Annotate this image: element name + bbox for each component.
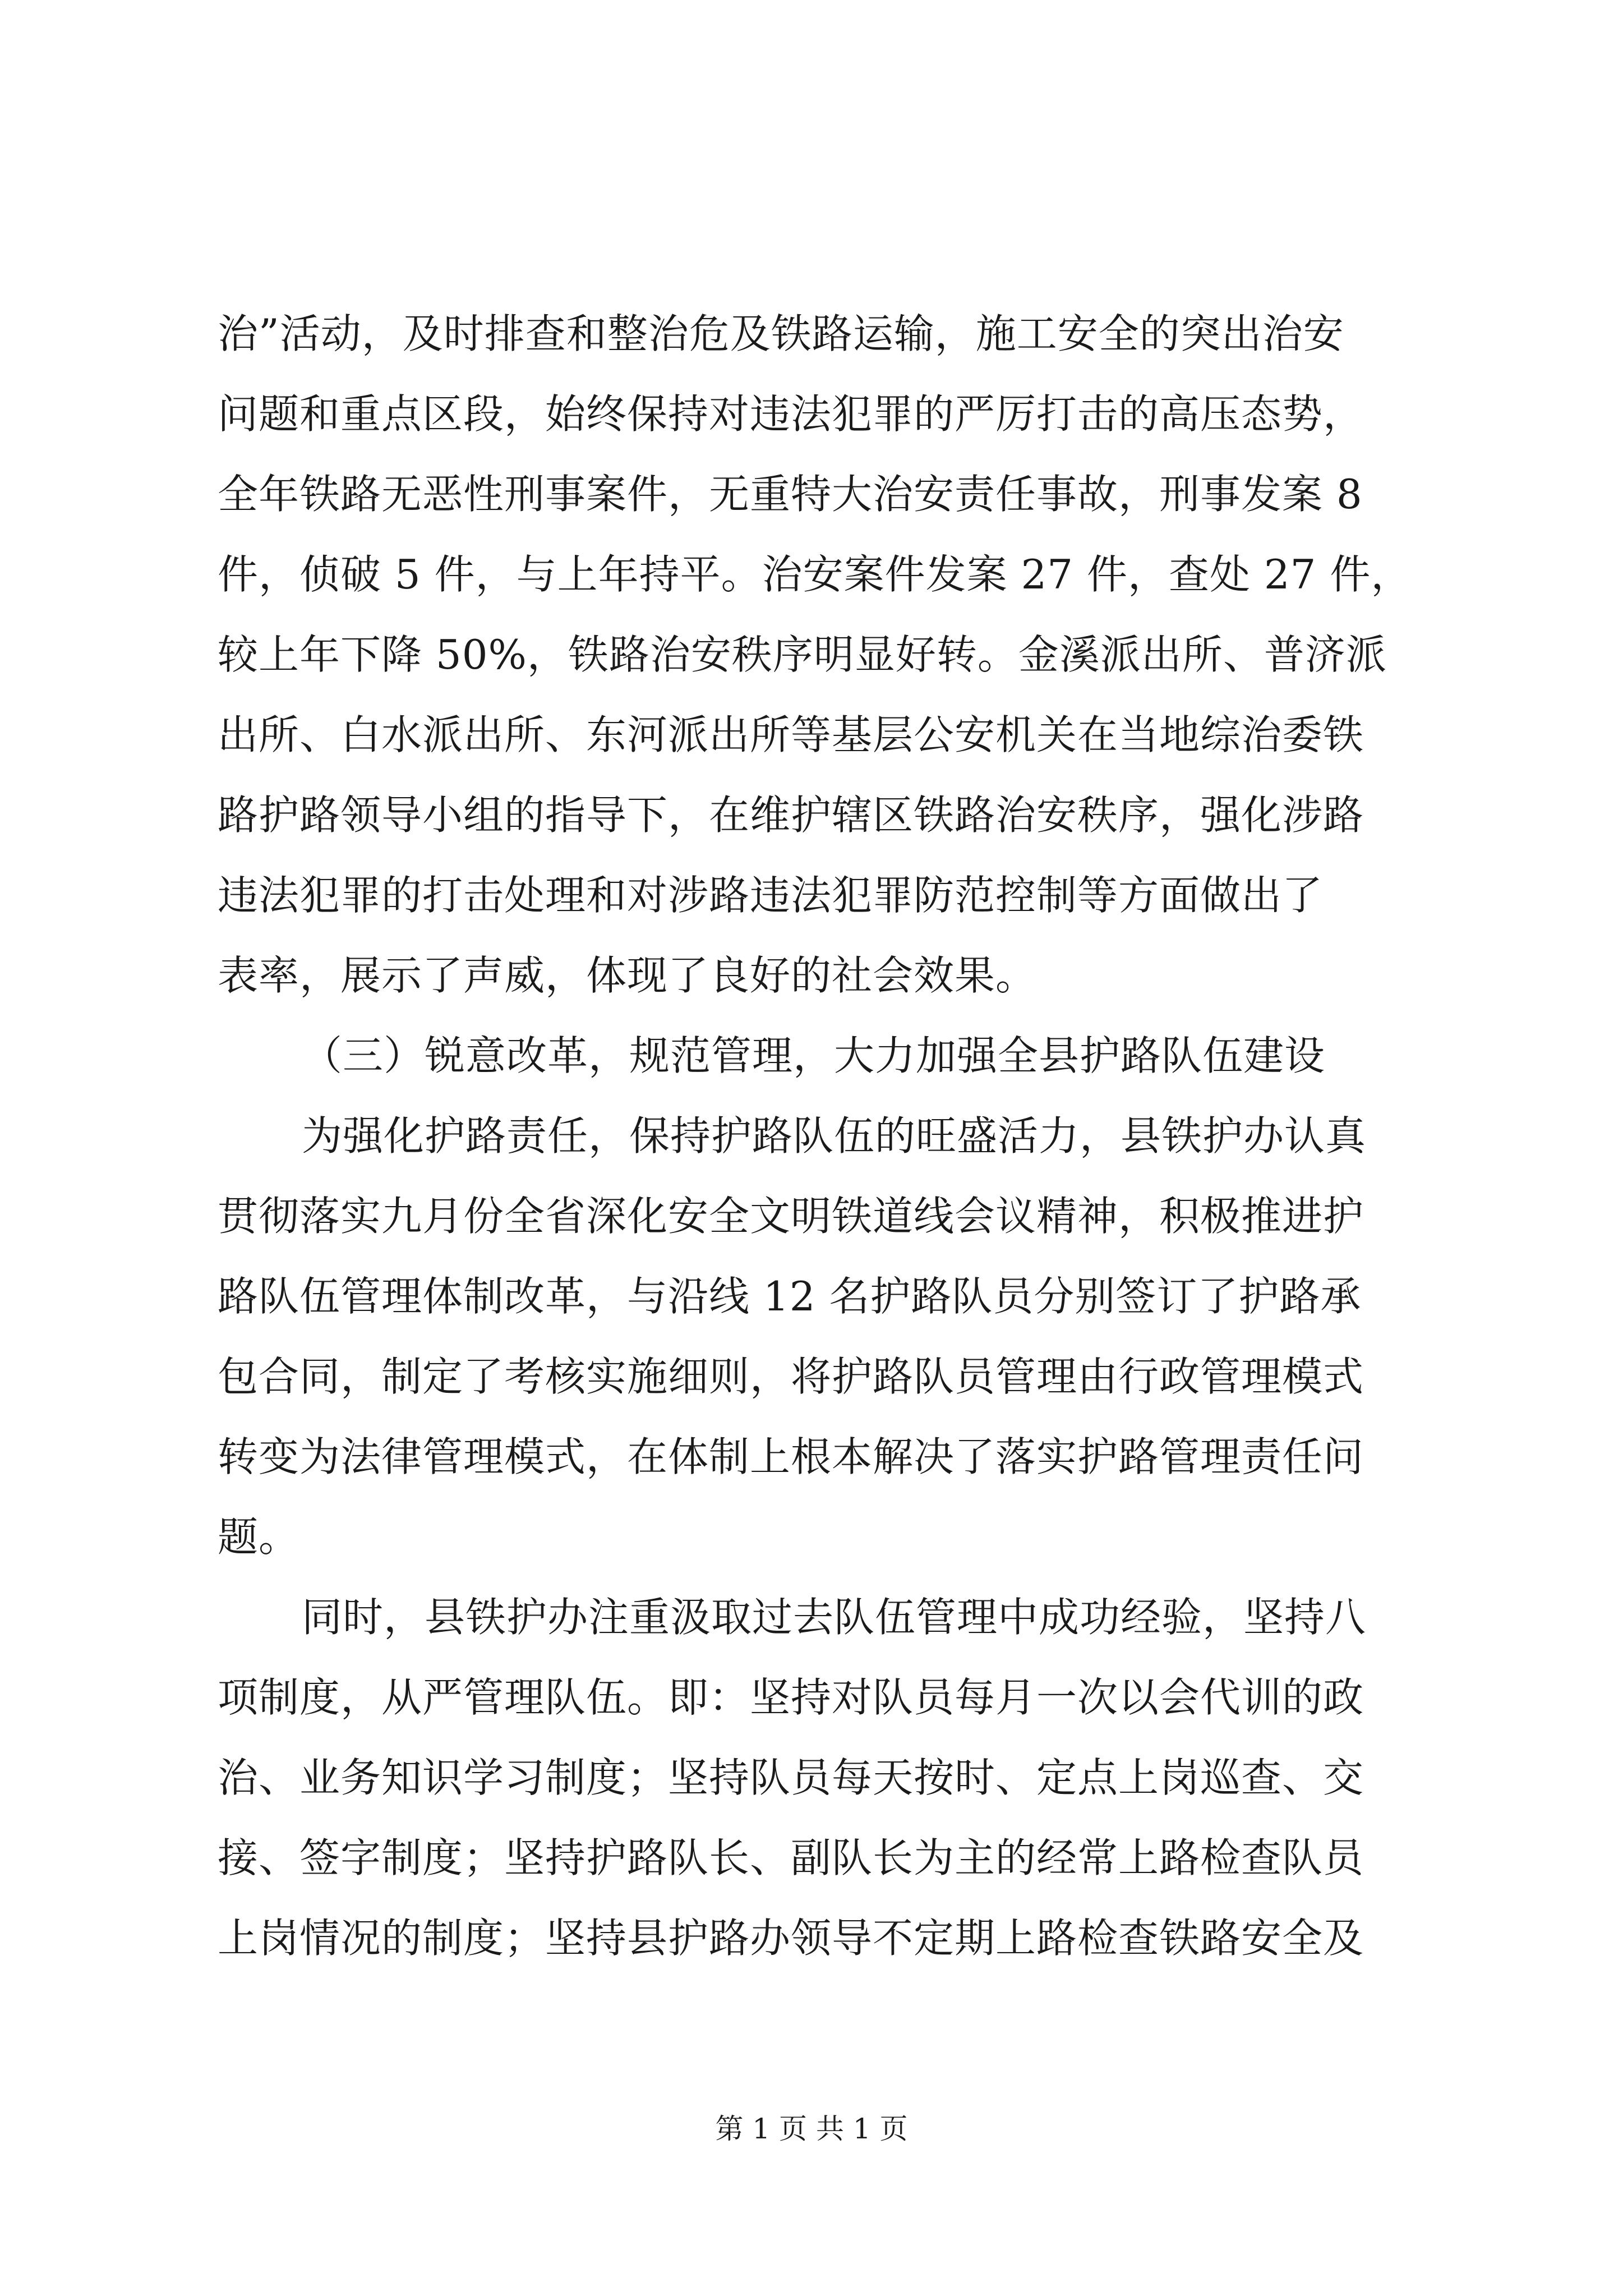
text-line: 表率，展示了声威，体现了良好的社会效果。 xyxy=(218,952,1037,999)
section-heading: （三）锐意改革，规范管理，大力加强全县护路队伍建设 xyxy=(302,1032,1326,1079)
text-line: 出所、白水派出所、东河派出所等基层公安机关在当地综治委铁 xyxy=(218,711,1364,758)
text-line: 题。 xyxy=(218,1513,300,1561)
text-line: 上岗情况的制度；坚持县护路办领导不定期上路检查铁路安全及 xyxy=(218,1915,1364,1962)
text-line: 包合同，制定了考核实施细则，将护路队员管理由行政管理模式 xyxy=(218,1353,1364,1400)
text-line: 治、业务知识学习制度；坚持队员每天按时、定点上岗巡查、交 xyxy=(218,1754,1364,1801)
text-line: 为强化护路责任，保持护路队伍的旺盛活力，县铁护办认真 xyxy=(302,1112,1367,1159)
text-line: 违法犯罪的打击处理和对涉路违法犯罪防范控制等方面做出了 xyxy=(218,872,1324,919)
text-line: 问题和重点区段，始终保持对违法犯罪的严厉打击的高压态势， xyxy=(218,390,1364,438)
text-line: 件，侦破 5 件，与上年持平。治安案件发案 27 件，查处 27 件， xyxy=(218,551,1412,598)
text-line: 同时，县铁护办注重汲取过去队伍管理中成功经验，坚持八 xyxy=(302,1594,1367,1641)
text-line: 路护路领导小组的指导下，在维护辖区铁路治安秩序，强化涉路 xyxy=(218,792,1364,839)
text-line: 贯彻落实九月份全省深化安全文明铁道线会议精神，积极推进护 xyxy=(218,1193,1364,1240)
text-line: 全年铁路无恶性刑事案件，无重特大治安责任事故，刑事发案 8 xyxy=(218,471,1363,518)
text-line: 项制度，从严管理队伍。即：坚持对队员每月一次以会代训的政 xyxy=(218,1674,1364,1721)
page-number-footer: 第 1 页 共 1 页 xyxy=(715,2113,908,2145)
text-line: 治”活动，及时排查和整治危及铁路运输，施工安全的突出治安 xyxy=(218,310,1344,357)
text-line: 转变为法律管理模式，在体制上根本解决了落实护路管理责任问 xyxy=(218,1433,1364,1480)
text-line: 较上年下降 50%，铁路治安秩序明显好转。金溪派出所、普济派 xyxy=(218,631,1387,678)
text-line: 路队伍管理体制改革，与沿线 12 名护路队员分别签订了护路承 xyxy=(218,1273,1362,1320)
text-line: 接、签字制度；坚持护路队长、副队长为主的经常上路检查队员 xyxy=(218,1834,1364,1881)
